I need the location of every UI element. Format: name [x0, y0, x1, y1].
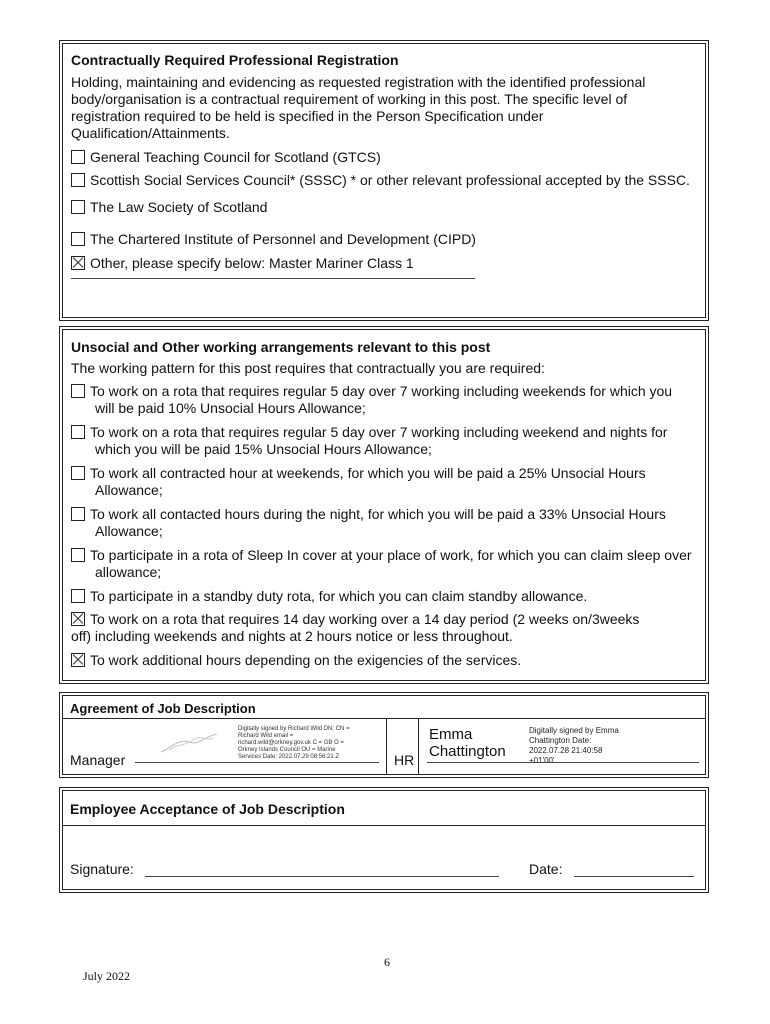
- checkbox[interactable]: [71, 384, 85, 398]
- hr-signature-line[interactable]: [427, 762, 699, 763]
- manager-digital-signature: Digitally signed by Richard Wild DN: CN = Richard Wild email = richard.wild@orkney.gov.uk C = GB O = Orkney Islands Council OU = Marine Services Date: 2022.07.29 08:56:21 Z: [238, 726, 350, 760]
- option-label: The Law Society of Scotland: [90, 199, 268, 215]
- employee-acceptance-section: [62, 790, 706, 890]
- checkbox[interactable]: [71, 507, 85, 521]
- checkbox[interactable]: [71, 466, 85, 480]
- checkbox[interactable]: [71, 589, 85, 603]
- specify-line[interactable]: [71, 272, 475, 279]
- divider: [63, 825, 705, 826]
- option-label: To work all contacted hours during the night, for which you will be paid a 33% Unsocial Hours Allowance;: [90, 506, 666, 539]
- option-label: To work on a rota that requires regular 5 day over 7 working including weekend and nights for which you will be paid 15% Unsocial Hours Allowance;: [90, 424, 668, 457]
- page-number: 6: [384, 955, 390, 969]
- signature-scribble-icon: [159, 730, 219, 756]
- section-intro: The working pattern for this post requires that contractually you are required:: [71, 360, 545, 376]
- option-label: To work all contracted hour at weekends, for which you will be paid a 25% Unsocial Hours Allowance;: [90, 465, 646, 498]
- option-label: The Chartered Institute of Personnel and Development (CIPD): [90, 231, 476, 247]
- checkbox-checked[interactable]: [71, 256, 85, 270]
- signature-line[interactable]: [145, 876, 499, 877]
- option-rota-15: [71, 424, 685, 458]
- option-cipd: [71, 231, 697, 248]
- hr-name: Emma Chattington: [429, 726, 506, 760]
- option-other: [71, 255, 697, 272]
- hr-digital-signature: Digitally signed by Emma Chattington Date: 2022.07.28 21:40:58 +01'00': [529, 726, 619, 765]
- section-title: Agreement of Job Description: [70, 701, 256, 716]
- checkbox[interactable]: [71, 425, 85, 439]
- checkbox[interactable]: [71, 548, 85, 562]
- date-label: Date:: [529, 861, 563, 877]
- section-title: Employee Acceptance of Job Description: [70, 801, 345, 817]
- option-label: To participate in a standby duty rota, for which you can claim standby allowance.: [90, 588, 588, 604]
- option-label: Scottish Social Services Council* (SSSC) * or other relevant professional accepted by the SSSC.: [90, 172, 690, 188]
- option-label: To work additional hours depending on the exigencies of the services.: [90, 652, 522, 668]
- hr-label: HR: [394, 752, 415, 768]
- option-label: General Teaching Council for Scotland (GTCS): [90, 149, 381, 165]
- checkbox[interactable]: [71, 173, 85, 187]
- option-14-day: [71, 611, 651, 645]
- checkbox[interactable]: [71, 232, 85, 246]
- divider: [63, 718, 705, 719]
- option-gtcs: [71, 149, 697, 166]
- option-label: To participate in a rota of Sleep In cover at your place of work, for which you can claim sleep over allowance;: [90, 547, 692, 580]
- option-weekends-25: [71, 465, 685, 499]
- option-label: To work on a rota that requires regular 5 day over 7 working including weekends for which you will be paid 10% Unsocial Hours Allowance;: [90, 383, 673, 416]
- section-title: Unsocial and Other working arrangements relevant to this post: [71, 339, 491, 355]
- option-label: To work on a rota that requires 14 day working over a 14 day period (2 weeks on/3weeks off) including weekends and nights at 2 hours notice or less throughout.: [71, 611, 640, 644]
- checkbox-checked[interactable]: [71, 653, 85, 667]
- divider: [386, 718, 387, 774]
- option-sssc: [71, 172, 697, 189]
- option-rota-10: [71, 383, 685, 417]
- section-title: Contractually Required Professional Registration: [71, 52, 399, 68]
- footer-date: July 2022: [83, 969, 131, 983]
- option-sleep-in: [71, 547, 695, 581]
- manager-label: Manager: [70, 752, 126, 768]
- option-label: Other, please specify below: Master Mariner Class 1: [90, 255, 414, 271]
- divider: [418, 718, 419, 774]
- date-line[interactable]: [574, 876, 694, 877]
- option-standby: [71, 588, 697, 605]
- checkbox-checked[interactable]: [71, 612, 85, 626]
- option-law-society: [71, 199, 697, 216]
- checkbox[interactable]: [71, 200, 85, 214]
- checkbox[interactable]: [71, 150, 85, 164]
- professional-registration-section: [62, 43, 706, 318]
- signature-label: Signature:: [70, 861, 134, 877]
- manager-signature-line[interactable]: [135, 762, 379, 763]
- unsocial-hours-section: [62, 329, 706, 681]
- agreement-section: [62, 695, 706, 775]
- section-intro: Holding, maintaining and evidencing as requested registration with the identified professional body/organisation is a contractual requirement of working in this post. The specific level of registration required to be held is specified in the Person Specification under Qualification/Attainments.: [71, 74, 646, 141]
- option-additional-hours: [71, 652, 697, 669]
- option-night-33: [71, 506, 711, 540]
